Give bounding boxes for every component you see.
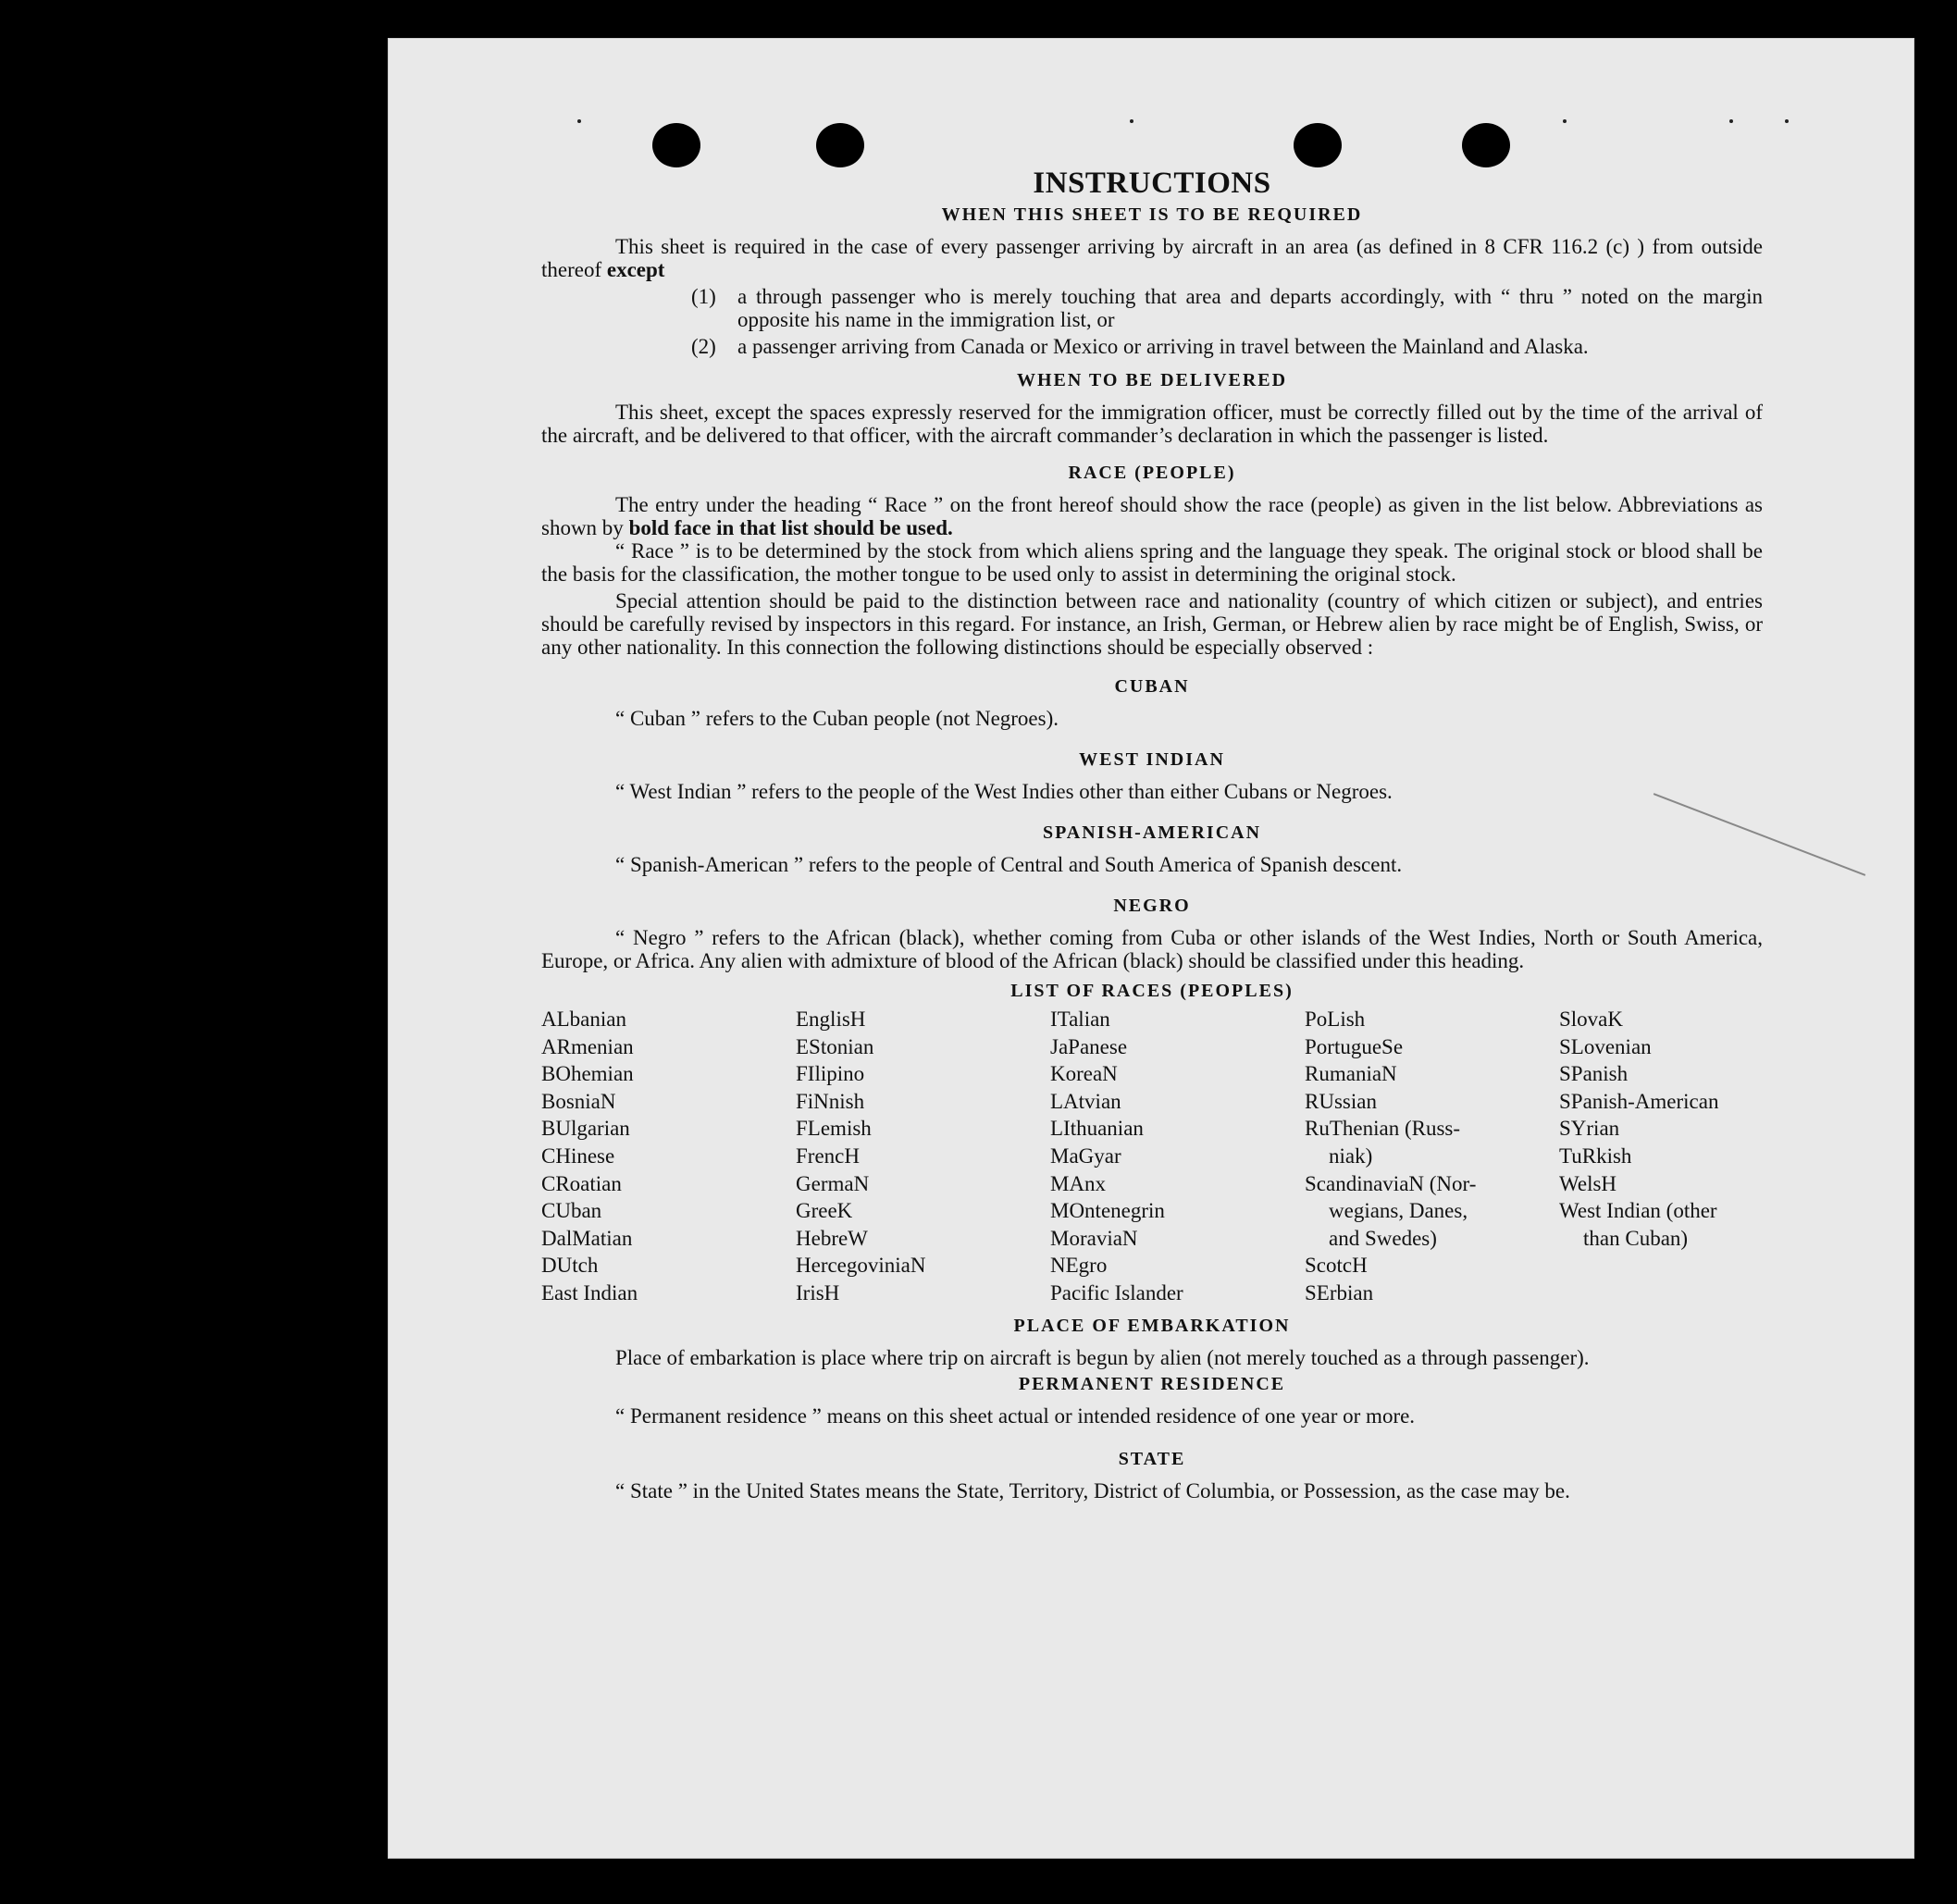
race-entry: KoreaN	[1050, 1062, 1118, 1086]
race-entry: MOntenegrin	[1050, 1199, 1165, 1223]
race-entry: DalMatian	[541, 1226, 633, 1250]
race-entry: wegians, Danes,	[1329, 1199, 1468, 1223]
race-entry: NEgro	[1050, 1254, 1108, 1278]
race-entry: BUlgarian	[541, 1117, 630, 1141]
race-entry: BOhemian	[541, 1062, 634, 1086]
definition: “ West Indian ” refers to the people of the West Indies other than either Cubans or Negroes.	[615, 780, 1393, 803]
race-entry: TuRkish	[1559, 1144, 1632, 1168]
race-entry: WelsH	[1559, 1171, 1617, 1195]
punch-hole	[1294, 123, 1342, 167]
section-heading: SPANISH-AMERICAN	[1042, 822, 1262, 843]
race-entry: SErbian	[1305, 1280, 1374, 1304]
definition: “ Spanish-American ” refers to the people of Central and South America of Spanish descent.	[615, 853, 1403, 876]
paragraph: Special attention should be paid to the distinction between race and nationality (country of which citizen or subject), and entries should be carefully revised by inspectors in this regard. For instance, an Irish, German, or Hebrew alien by race might be of English, Swiss, or any other nationality. In this connection the following distinctions should be especially observed :	[541, 589, 1763, 659]
race-entry: FrencH	[796, 1144, 860, 1168]
race-entry: SLovenian	[1559, 1034, 1652, 1058]
section-heading: WHEN TO BE DELIVERED	[1016, 370, 1288, 390]
race-entry: PortugueSe	[1305, 1034, 1404, 1058]
race-entry: CRoatian	[541, 1171, 622, 1195]
page-title: INSTRUCTIONS	[1033, 167, 1271, 200]
scan-speck	[1563, 119, 1567, 123]
race-entry: East Indian	[541, 1280, 638, 1304]
paragraph: This sheet, except the spaces expressly reserved for the immigration officer, must be correctly filled out by the time of the arrival of the aircraft, and be delivered to that officer, with the aircraft commander’s declaration in which the passenger is listed.	[541, 401, 1763, 447]
section-heading: CUBAN	[1114, 676, 1190, 697]
race-column	[1050, 1006, 1305, 1307]
section-heading: WEST INDIAN	[1079, 749, 1225, 770]
punch-hole	[1462, 123, 1510, 167]
race-entry: FLemish	[796, 1117, 872, 1141]
race-entry: MAnx	[1050, 1171, 1107, 1195]
race-entry: GermaN	[796, 1171, 870, 1195]
race-entry: PoLish	[1305, 1008, 1366, 1031]
section-heading: NEGRO	[1113, 896, 1191, 916]
race-entry: EnglisH	[796, 1008, 866, 1031]
race-entry: CHinese	[541, 1144, 615, 1168]
race-entry: ARmenian	[541, 1034, 634, 1058]
race-entry: CUban	[541, 1199, 602, 1223]
instructions-body	[541, 165, 1763, 1502]
race-entry: SPanish	[1559, 1062, 1629, 1086]
race-entry: ScotcH	[1305, 1254, 1368, 1278]
section-heading: WHEN THIS SHEET IS TO BE REQUIRED	[941, 204, 1363, 225]
race-entry: DUtch	[541, 1254, 599, 1278]
punch-hole	[816, 123, 864, 167]
race-entry: SYrian	[1559, 1117, 1620, 1141]
definition: “ Permanent residence ” means on this sheet actual or intended residence of one year or more.	[615, 1403, 1416, 1428]
paragraph: “ State ” in the United States means the State, Territory, District of Columbia, or Possession, as the case may be.	[615, 1478, 1570, 1502]
race-entry: EStonian	[796, 1034, 874, 1058]
section-heading: STATE	[1118, 1448, 1186, 1469]
definition: “ Cuban ” refers to the Cuban people (not Negroes).	[615, 707, 1059, 730]
race-column	[541, 1006, 796, 1307]
race-entry: SPanish-American	[1559, 1089, 1719, 1113]
race-entry: and Swedes)	[1329, 1226, 1437, 1250]
list-heading: LIST OF RACES (PEOPLES)	[1010, 981, 1294, 1001]
race-entry: SlovaK	[1559, 1008, 1623, 1031]
section-heading: RACE (PEOPLE)	[1068, 463, 1236, 483]
scan-speck	[1785, 119, 1789, 123]
paragraph: The entry under the heading “ Race ” on the front hereof should show the race (people) as given in the list below. Abbreviations as shown by bold face in that list should be used.	[541, 493, 1763, 539]
race-entry: ITalian	[1050, 1008, 1110, 1031]
race-entry: Pacific Islander	[1050, 1280, 1183, 1304]
scan-speck	[1130, 119, 1133, 123]
race-entry: MoraviaN	[1050, 1226, 1138, 1250]
paragraph: Place of embarkation is place where trip on aircraft is begun by alien (not merely touched as a through passenger).	[615, 1345, 1590, 1369]
paragraph: “ Race ” is to be determined by the stock from which aliens spring and the language they speak. The original stock or blood shall be the basis for the classification, the mother tongue to be used only to assist in determining the original stock.	[541, 539, 1763, 586]
paragraph: “ Negro ” refers to the African (black), whether coming from Cuba or other islands of the West Indies, North or South America, Europe, or Africa. Any alien with admixture of blood of the African (black) should be classified under this heading.	[541, 926, 1763, 972]
race-entry: FiNnish	[796, 1089, 865, 1113]
race-column	[796, 1006, 1050, 1307]
race-entry: than Cuban)	[1583, 1226, 1689, 1250]
race-entry: niak)	[1329, 1144, 1373, 1168]
exception-item: (2) a passenger arriving from Canada or Mexico or arriving in travel between the Mainland and Alaska.	[691, 335, 1589, 358]
section-heading: PLACE OF EMBARKATION	[1013, 1315, 1291, 1336]
race-entry: RUssian	[1305, 1089, 1377, 1113]
race-entry: LAtvian	[1050, 1089, 1121, 1113]
scan-speck	[1729, 119, 1733, 123]
race-entry: IrisH	[796, 1280, 840, 1304]
race-column	[1305, 1006, 1559, 1307]
race-entry: West Indian (other	[1559, 1199, 1717, 1223]
race-entry: ScandinaviaN (Nor-	[1305, 1171, 1477, 1195]
race-entry: MaGyar	[1050, 1144, 1121, 1168]
race-column	[1559, 1006, 1763, 1307]
race-entry: RuThenian (Russ-	[1305, 1117, 1461, 1141]
race-entry: LIthuanian	[1050, 1117, 1144, 1141]
race-entry: RumaniaN	[1305, 1062, 1397, 1086]
race-entry: HebreW	[796, 1226, 868, 1250]
scan-speck	[577, 119, 581, 123]
race-entry: FIlipino	[796, 1062, 865, 1086]
race-entry: ALbanian	[541, 1008, 626, 1031]
section-heading: PERMANENT RESIDENCE	[1018, 1373, 1286, 1394]
exception-item: (1) a through passenger who is merely touching that area and departs accordingly, with “ thru ” noted on the margin opposite his name in the immigration list, or	[691, 285, 1763, 331]
race-entry: BosniaN	[541, 1089, 616, 1113]
race-entry: HercegoviniaN	[796, 1254, 926, 1278]
race-list	[541, 1006, 1763, 1307]
race-entry: GreeK	[796, 1199, 853, 1223]
punch-hole	[652, 123, 700, 167]
race-entry: JaPanese	[1050, 1034, 1128, 1058]
paragraph: This sheet is required in the case of every passenger arriving by aircraft in an area (as defined in 8 CFR 116.2 (c) ) from outside thereof except	[541, 235, 1763, 281]
